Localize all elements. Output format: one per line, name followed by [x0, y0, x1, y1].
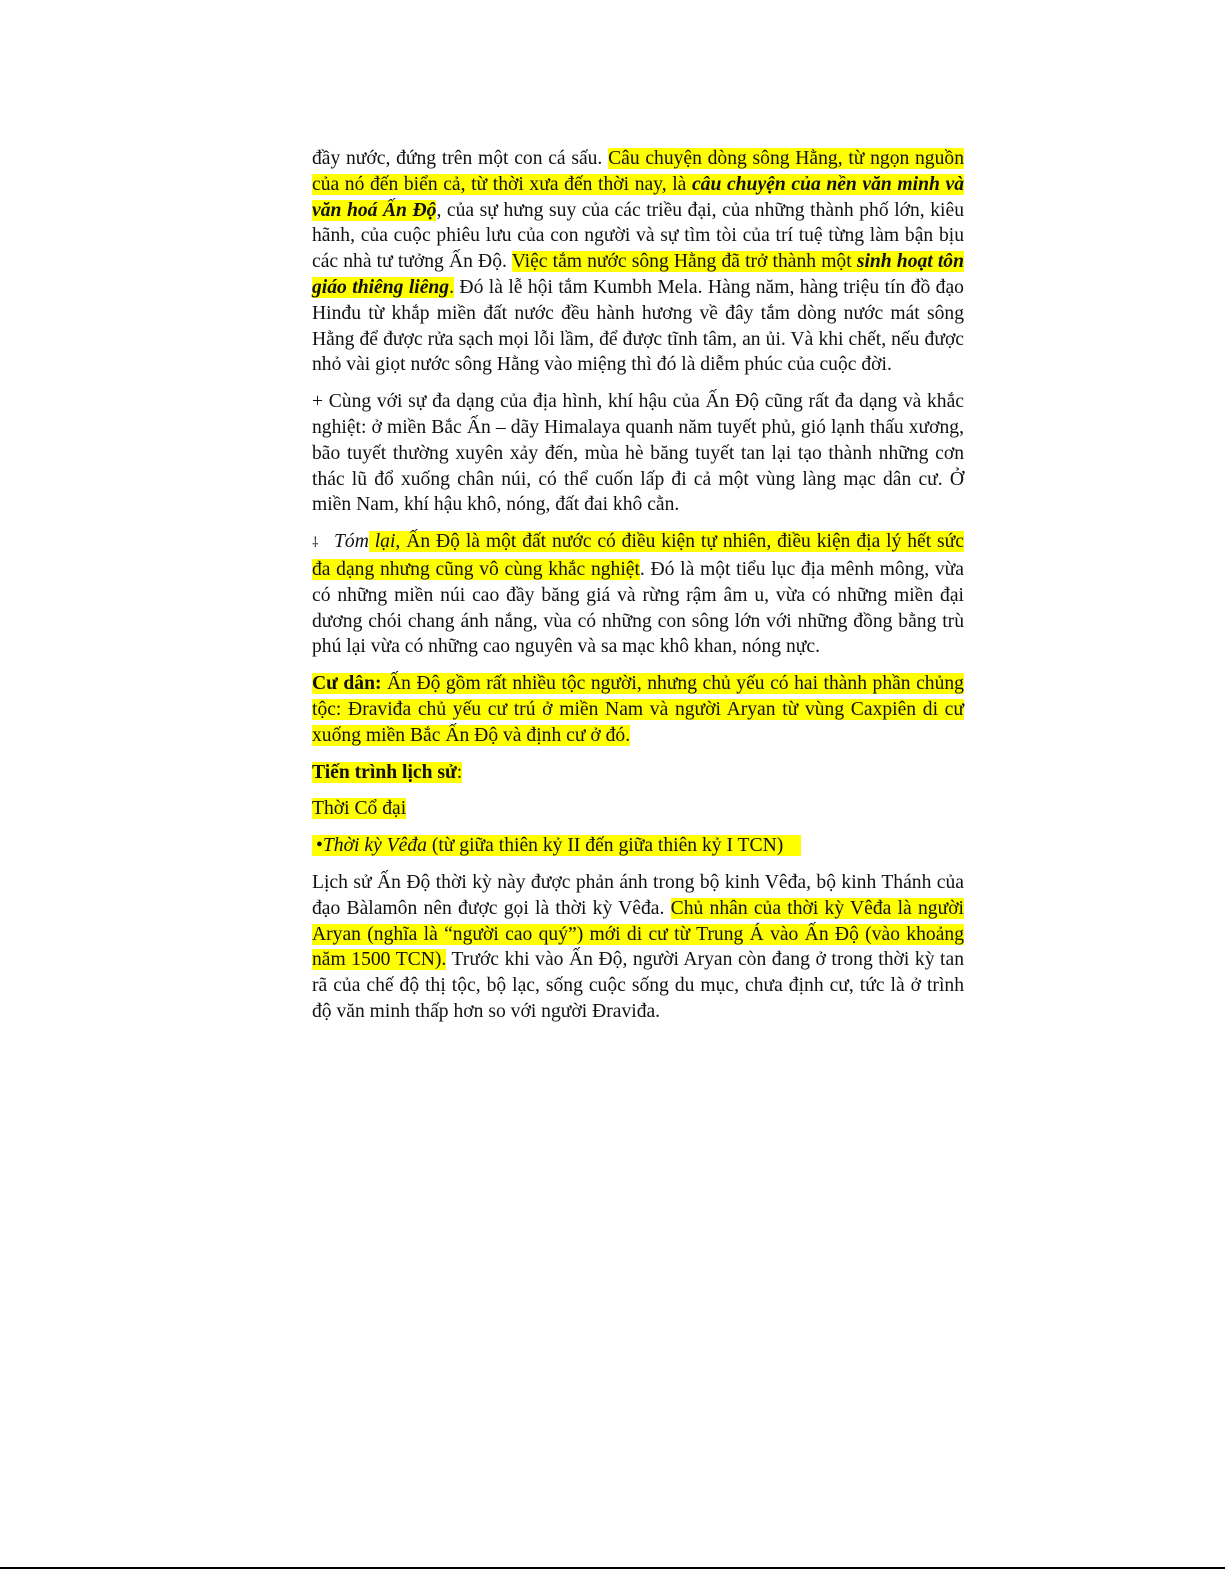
highlighted-text: Câu chuyện dòng sông Hằng, từ ngọn nguồn của nó đến biển cả, từ thời xưa đến thời nay, là — [312, 148, 964, 195]
period-range: (từ giữa thiên kỷ II đến giữa thiên kỷ I TCN) — [427, 835, 801, 856]
text-run: Trước khi vào Ấn Độ, người Aryan còn đang ở trong thời kỳ tan rã của chế độ thị tộc, bộ lạc, sống cuộc sống du mục, chưa định cư, tức là ở trình độ văn minh thấp hơn so với người Đraviđa. — [312, 949, 964, 1022]
heading-history — [312, 760, 964, 786]
paragraph-summary — [312, 529, 964, 660]
paragraph-veda — [312, 870, 964, 1025]
highlighted-text: Việc tắm nước sông Hằng đã trở thành một — [511, 251, 857, 273]
text-run: đầy nước, đứng trên một con cá sấu. — [312, 148, 609, 169]
highlighted-text: Chủ nhân của thời kỳ Vêđa là người Aryan (nghĩa là “người cao quý”) mới di cư từ Trung Á vào Ấn Độ (vào khoảng năm 1500 TCN). — [312, 897, 964, 971]
page-bottom-border — [0, 1567, 1225, 1569]
text-run: . Đó là một tiểu lục địa mênh mông, vừa có những miền núi cao đầy băng giá và rừng rậm âm u, vừa có những miền đại dương chói chang ánh nắng, vùa có những con sông lớn với những đồng bằng trù phú lại vừa có những cao nguyên và sa mạc khô khan, nóng nực. — [312, 558, 964, 658]
paragraph-population — [312, 671, 964, 748]
heading-veda-period — [312, 833, 964, 859]
paragraph-climate: + Cùng với sự đa dạng của địa hình, khí hậu của Ấn Độ cũng rất đa dạng và khắc nghiệt: ở miền Bắc Ấn – dãy Himalaya quanh năm tuyết phủ, gió lạnh thấu xương, bão tuyết thường xuyên xảy đến, mùa hè băng tuyết tan lại tạo thành những cơn thác lũ đổ xuống chân núi, có thể cuốn lấp đi cả một vùng làng mạc dân cư. Ở miền Nam, khí hậu khô, nóng, đất đai khô cằn. — [312, 391, 964, 516]
text-run: , của sự hưng suy của các triều đại, của những thành phố lớn, kiêu hãnh, của cuộc phiêu lưu của con người và sự tìm tòi của trí tuệ từng làm bận bịu các nhà tư tưởng Ấn Độ. — [312, 199, 964, 273]
text-run: Đó là lễ hội tắm Kumbh Mela. Hàng năm, hàng triệu tín đồ đạo Hinđu từ khắp miền đất nước đều hành hương về đây tắm dòng nước mát sông Hằng để được rửa sạch mọi lỗi lầm, để được tĩnh tâm, an ủi. Và khi chết, nếu được nhỏ vài giọt nước sông Hằng vào miệng thì đó là diễm phúc của cuộc đời. — [312, 276, 964, 376]
document-body — [312, 146, 964, 1036]
text-run-italic: Tóm — [334, 531, 369, 553]
highlighted-italic: lại — [368, 531, 396, 553]
subheading: Thời Cổ đại — [312, 798, 407, 820]
bullet-icon: • — [312, 835, 323, 856]
heading-ancient-era — [312, 796, 964, 822]
highlighted-emphasis: câu chuyện của nền văn minh và văn hoá Ấn Độ — [312, 173, 965, 221]
paragraph-ganges — [312, 146, 964, 378]
highlighted-text: Ấn Độ gồm rất nhiều tộc người, nhưng chủ yếu có hai thành phần chủng tộc: Đraviđa chủ yếu cư trú ở miền Nam và người Aryan từ vùng Caxpiên di cư xuống miền Bắc Ấn Độ và định cư ở đó. — [312, 673, 964, 746]
section-heading: Tiến trình lịch sử — [312, 761, 457, 783]
highlighted-emphasis: sinh hoạt tôn giáo thiêng liêng — [312, 251, 965, 298]
text-run: Lịch sử Ấn Độ thời kỳ này được phản ánh trong bộ kinh Vêđa, bộ kinh Thánh của đạo Bàlamôn nên được gọi là thời kỳ Vêđa. — [312, 871, 964, 919]
heading-colon: : — [456, 761, 463, 783]
section-label: Cư dân: — [312, 673, 382, 695]
list-marker-icon: ⸸ — [312, 536, 319, 552]
period-title: Thời kỳ Vêđa — [322, 835, 427, 857]
highlighted-text: . — [449, 276, 455, 298]
highlighted-text: , Ấn Độ là một đất nước có điều kiện tự nhiên, điều kiện địa lý hết sức đa dạng nhưng cũng vô cùng khắc nghiệt — [312, 531, 964, 580]
